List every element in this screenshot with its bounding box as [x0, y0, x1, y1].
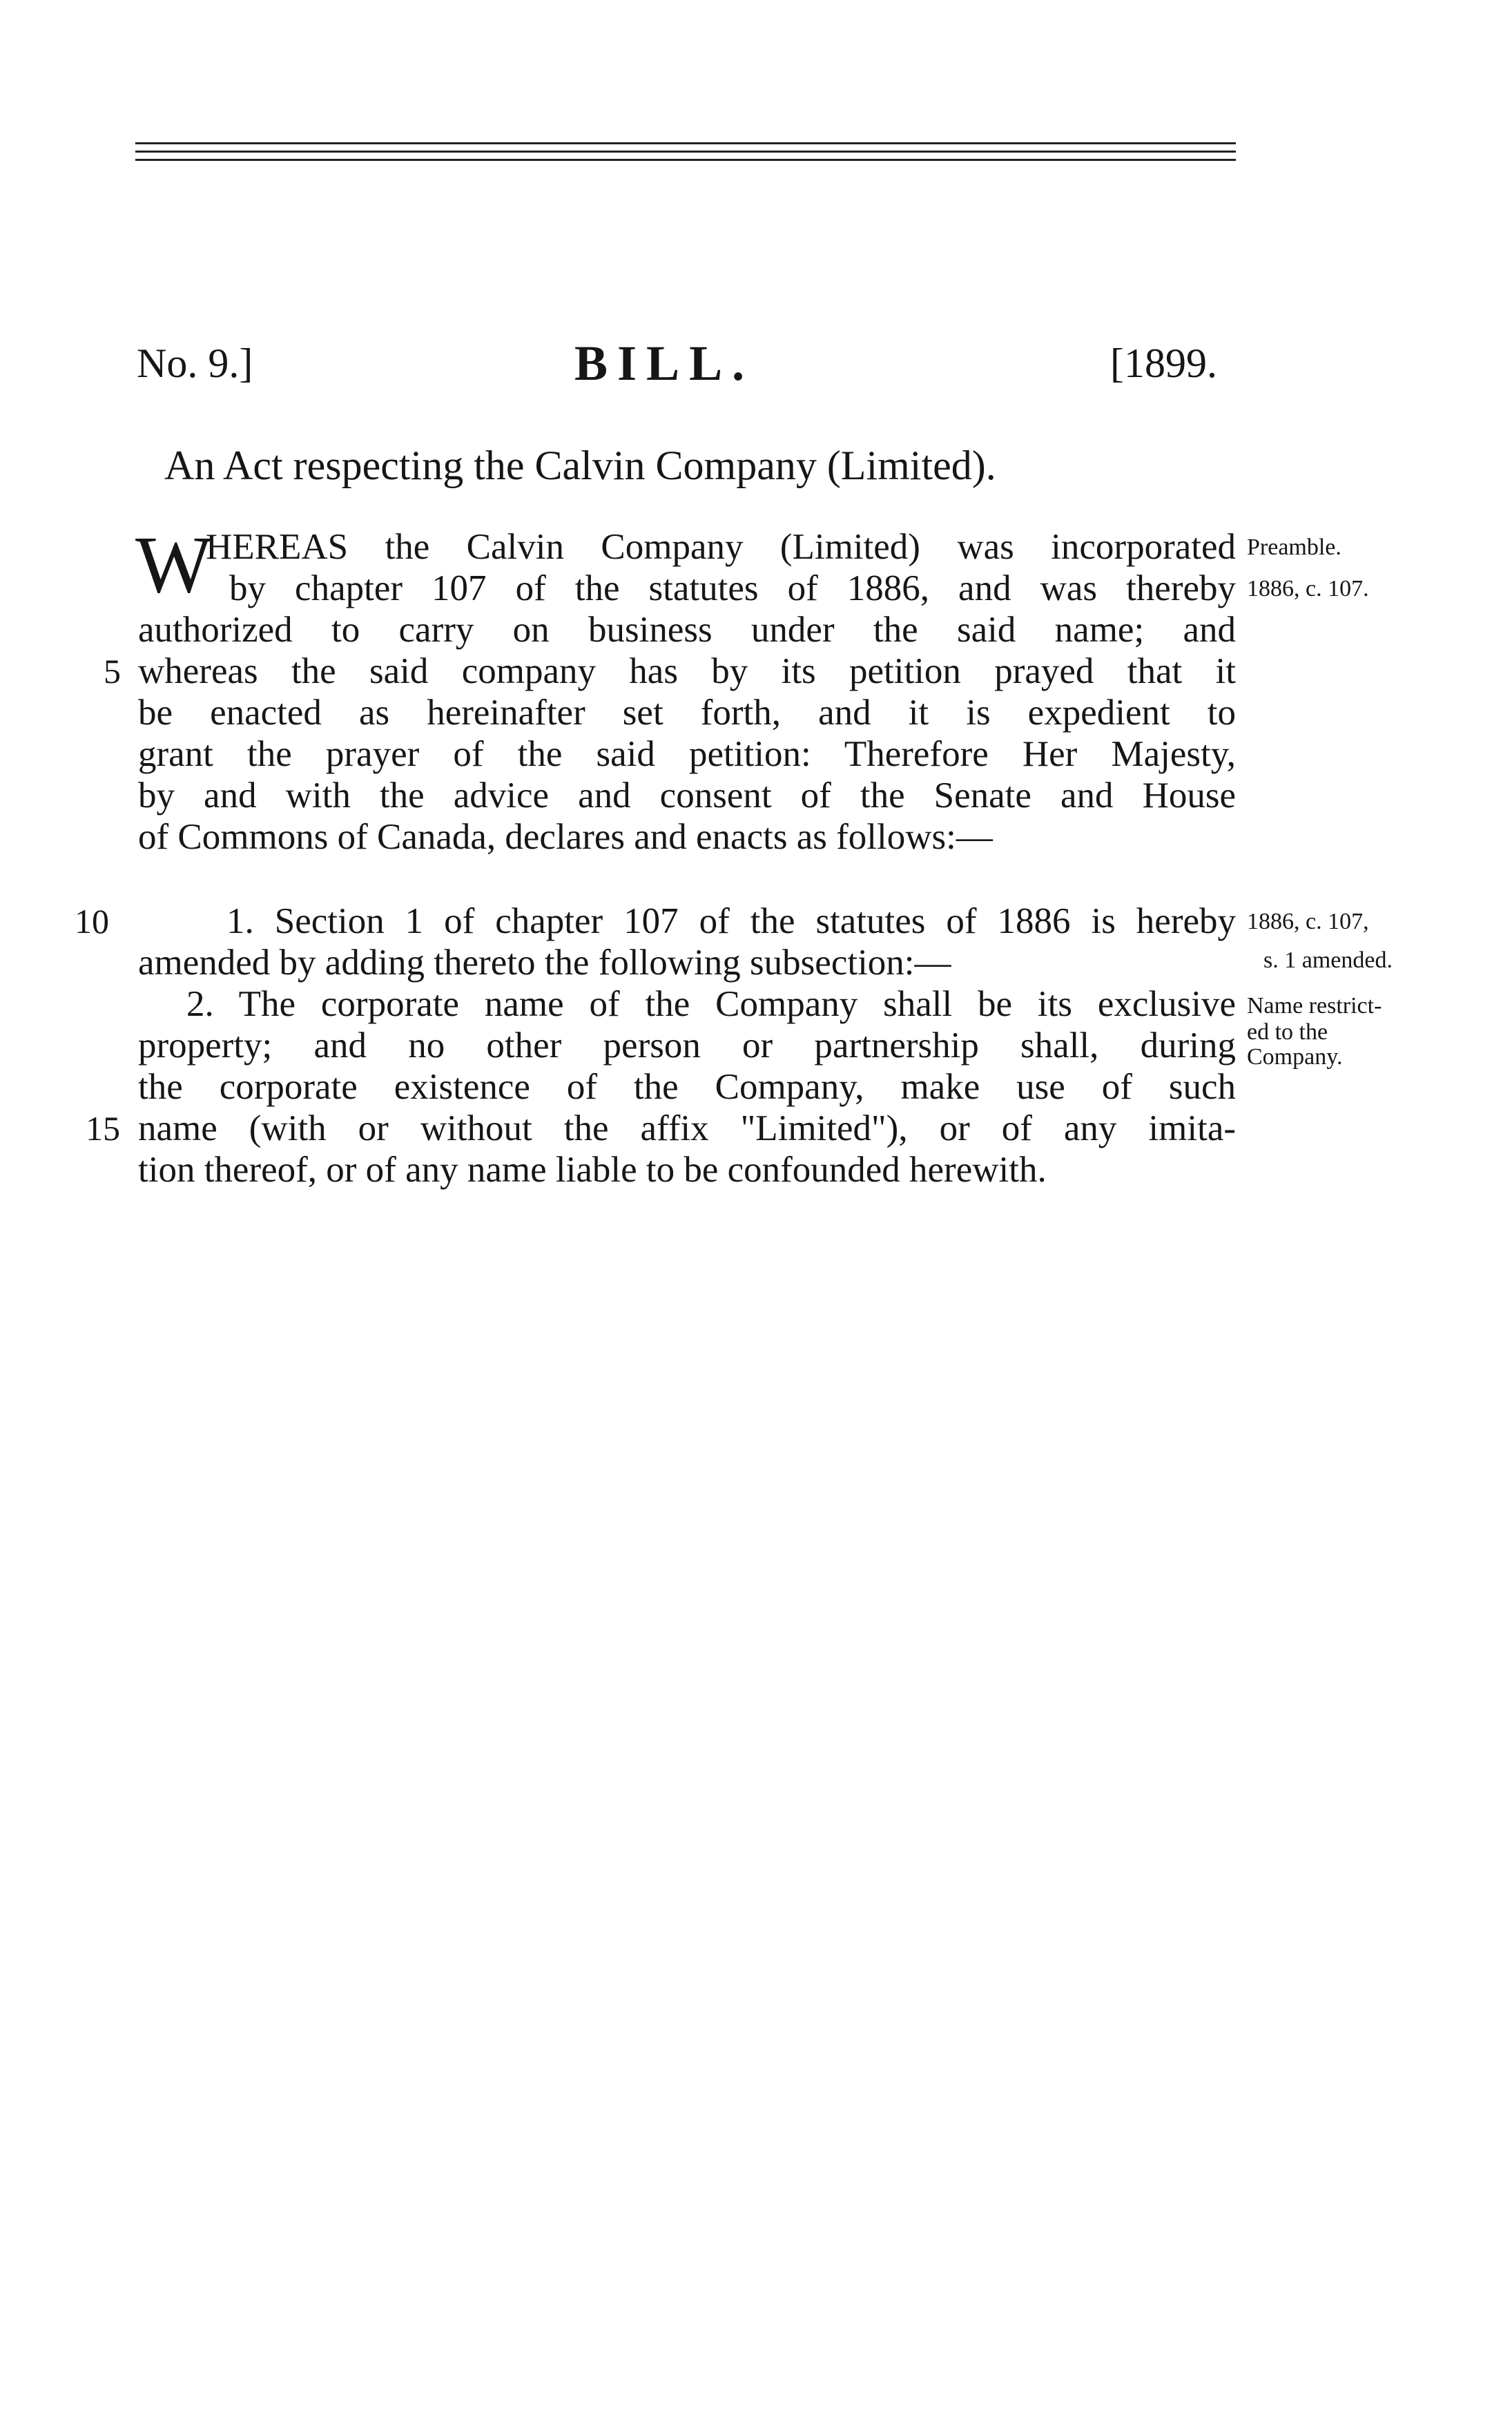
preamble-line: of Commons of Canada, declares and enacts as follows:—: [138, 817, 993, 857]
line-number: 5: [104, 652, 121, 691]
section-line: 2. The corporate name of the Company shall be its exclusive: [186, 984, 1236, 1024]
margin-note: s. 1 amended.: [1263, 947, 1393, 973]
drop-cap: W: [135, 519, 213, 610]
top-rule: [135, 142, 1236, 144]
section-line: 1. Section 1 of chapter 107 of the statutes of 1886 is hereby: [226, 901, 1236, 941]
bill-year: [1899.: [1110, 340, 1217, 386]
preamble-line: by chapter 107 of the statutes of 1886, and was thereby: [229, 568, 1236, 608]
top-rule: [135, 151, 1236, 153]
bill-number: No. 9.]: [137, 340, 253, 386]
line-number: 15: [86, 1109, 120, 1148]
act-title: An Act respecting the Calvin Company (Limited).: [164, 443, 996, 488]
preamble-line: whereas the said company has by its petition prayed that it: [138, 651, 1236, 691]
section-line: amended by adding thereto the following subsection:—: [138, 943, 951, 983]
preamble-line: be enacted as hereinafter set forth, and it is expedient to: [138, 693, 1236, 733]
margin-note: Name restrict-: [1247, 993, 1382, 1019]
section-line: tion thereof, or of any name liable to be confounded herewith.: [138, 1150, 1047, 1190]
bill-heading: BILL.: [574, 336, 755, 391]
preamble-line: HEREAS the Calvin Company (Limited) was incorporated: [206, 527, 1236, 567]
section-line: property; and no other person or partnership shall, during: [138, 1025, 1236, 1066]
section-line: name (with or without the affix "Limited"), or of any imita-: [138, 1108, 1236, 1148]
line-number: 10: [75, 902, 109, 941]
top-rule: [135, 159, 1236, 161]
margin-note: 1886, c. 107,: [1247, 909, 1369, 934]
section-line: the corporate existence of the Company, make use of such: [138, 1067, 1236, 1107]
preamble-line: grant the prayer of the said petition: Therefore Her Majesty,: [138, 734, 1236, 774]
preamble-line: by and with the advice and consent of the Senate and House: [138, 775, 1236, 816]
preamble-line: authorized to carry on business under the said name; and: [138, 610, 1236, 650]
margin-note: ed to the: [1247, 1019, 1328, 1045]
margin-note: Company.: [1247, 1044, 1343, 1070]
margin-note: 1886, c. 107.: [1247, 576, 1369, 601]
margin-note: Preamble.: [1247, 534, 1341, 560]
